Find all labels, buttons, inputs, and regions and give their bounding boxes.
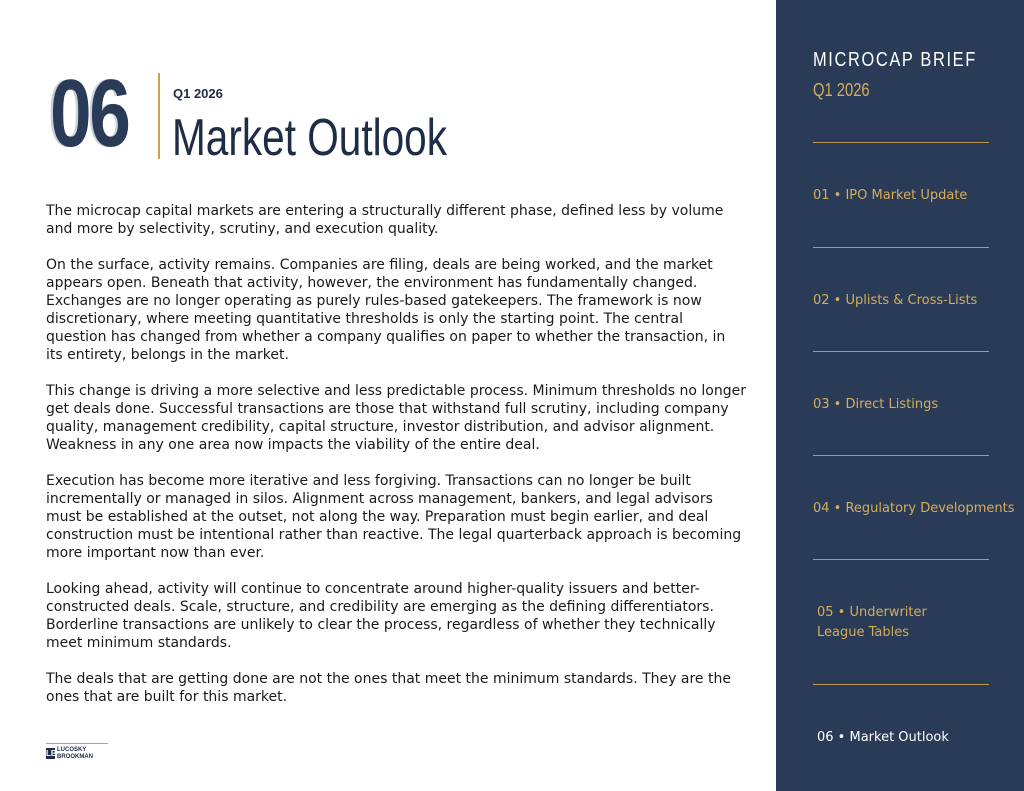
logo-line-2: BROOKMAN bbox=[57, 753, 93, 760]
sidebar-divider bbox=[813, 247, 989, 248]
sidebar-title: MICROCAP BRIEF bbox=[813, 49, 977, 71]
sidebar-quarter: Q1 2026 bbox=[813, 80, 870, 100]
sidebar-divider bbox=[813, 142, 989, 143]
paragraph: The microcap capital markets are entering a structurally different phase, defined less by volume and more by selectivity, scrutiny, and execution quality. bbox=[46, 203, 724, 237]
article-body bbox=[46, 202, 746, 724]
paragraph: The deals that are getting done are not the ones that meet the minimum standards. They are the ones that are built for this market. bbox=[46, 671, 731, 705]
sidebar-item-direct-listings[interactable]: 03 • Direct Listings bbox=[813, 397, 939, 412]
sidebar-divider bbox=[813, 559, 989, 560]
logo-line-1: LUCOSKY bbox=[57, 747, 87, 753]
quarter-label: Q1 2026 bbox=[173, 86, 223, 101]
sidebar-item-regulatory-developments[interactable]: 04 • Regulatory Developments bbox=[813, 501, 1015, 516]
sidebar-item-underwriter-league-tables[interactable]: 05 • Underwriter League Tables bbox=[817, 605, 927, 640]
sidebar-divider bbox=[813, 684, 989, 685]
page-title: Market Outlook bbox=[172, 109, 448, 167]
logo-wordmark bbox=[57, 747, 93, 760]
sidebar-item-market-outlook[interactable]: 06 • Market Outlook bbox=[817, 730, 949, 745]
section-number: 06 bbox=[50, 60, 129, 167]
sidebar-item-uplists-cross-lists[interactable]: 02 • Uplists & Cross-Lists bbox=[813, 293, 978, 308]
paragraph: Looking ahead, activity will continue to concentrate around higher-quality issuers and better-constructed deals. Scale, structure, and credibility are emerging as the defining differentiators. Borderline transactions are unlikely to clear the process, regardless of whether they technically meet minimum standards. bbox=[46, 581, 716, 651]
paragraph: This change is driving a more selective and less predictable process. Minimum thresholds no longer get deals done. Successful transactions are those that withstand full scrutiny, including company quality, management credibility, capital structure, investor distribution, and advisor alignment. Weakness in any one area now impacts the viability of the entire deal. bbox=[46, 383, 746, 453]
sidebar-nav bbox=[776, 0, 1024, 791]
header-divider bbox=[158, 73, 160, 159]
paragraph: On the surface, activity remains. Companies are filing, deals are being worked, and the market appears open. Beneath that activity, however, the environment has fundamentally changed. Exchanges are no longer operating as purely rules-based gatekeepers. The framework is now discretionary, where meeting quantitative thresholds is only the starting point. The central question has changed from whether a company qualifies on paper to whether the transaction, in its entirety, belongs in the market. bbox=[46, 257, 726, 363]
logo-mark: LB bbox=[46, 749, 57, 758]
sidebar-divider bbox=[813, 455, 989, 456]
sidebar-item-ipo-market-update[interactable]: 01 • IPO Market Update bbox=[813, 188, 968, 203]
logo-rule bbox=[46, 743, 108, 744]
firm-logo bbox=[46, 743, 108, 761]
sidebar-divider bbox=[813, 351, 989, 352]
paragraph: Execution has become more iterative and less forgiving. Transactions can no longer be built incrementally or managed in silos. Alignment across management, bankers, and legal advisors must be established at the outset, not along the way. Preparation must begin earlier, and deal construction must be intentional rather than reactive. The legal quarterback approach is becoming more important now than ever. bbox=[46, 473, 742, 561]
